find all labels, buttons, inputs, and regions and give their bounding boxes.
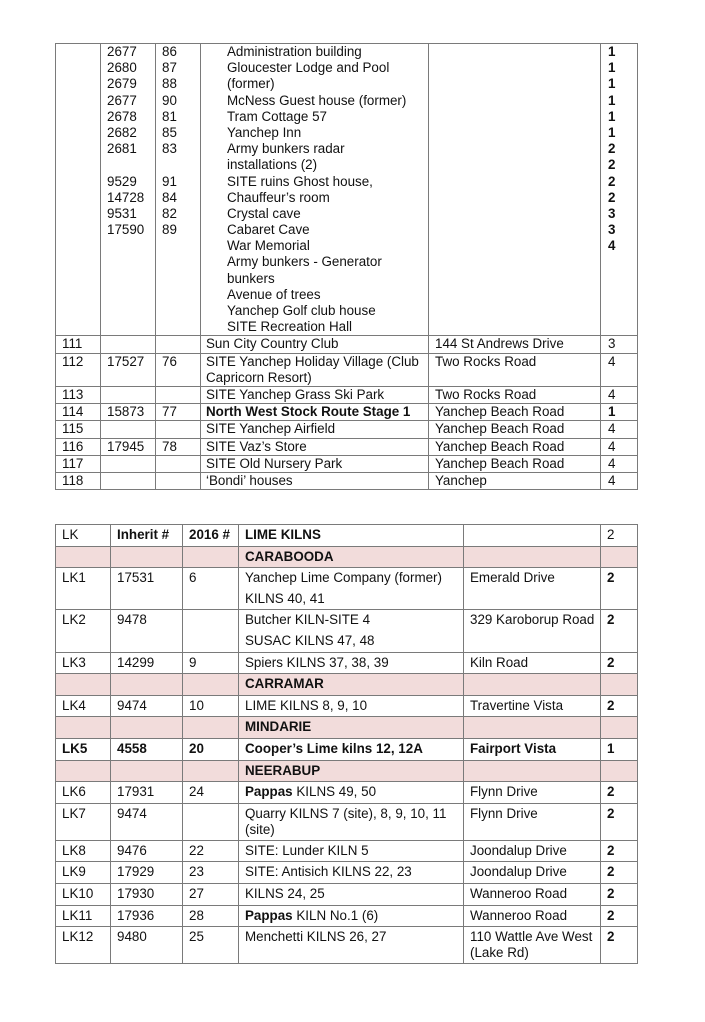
cell-no: 116 xyxy=(56,438,101,455)
empty-cell xyxy=(601,760,638,782)
cell-2016 xyxy=(183,610,239,652)
empty-cell xyxy=(56,546,111,568)
cell-code: LK10 xyxy=(56,883,111,905)
2016-value: 89 xyxy=(162,222,177,238)
empty-cell xyxy=(183,760,239,782)
cell-grade: 3 xyxy=(601,336,638,353)
cell-name xyxy=(239,883,464,905)
cell-grade: 4 xyxy=(601,455,638,472)
cell-no: 117 xyxy=(56,455,101,472)
inherit-value: 2681 xyxy=(107,141,137,157)
2016-value: 81 xyxy=(162,108,177,124)
cell-grade: 2 xyxy=(601,782,638,804)
name-text: KILNS 24, 25 xyxy=(245,885,325,901)
table-row xyxy=(56,862,638,884)
cell-2016: 10 xyxy=(183,695,239,717)
table-row xyxy=(56,455,638,472)
name-bold-prefix: Pappas xyxy=(245,907,293,923)
empty-cell xyxy=(464,674,601,696)
table-row xyxy=(56,840,638,862)
name-line: Tram Cottage 57 xyxy=(227,108,327,124)
inherit-value: 9529 xyxy=(107,173,137,189)
cell-no xyxy=(56,44,101,336)
cell-grade: 2 xyxy=(601,610,638,652)
cell-inherit: 17931 xyxy=(111,782,183,804)
cell-name: North West Stock Route Stage 1 xyxy=(201,404,429,421)
cell-name: SITE Old Nursery Park xyxy=(201,455,429,472)
table-row xyxy=(56,782,638,804)
inherit-value: 17590 xyxy=(107,222,145,238)
table-row xyxy=(56,568,638,610)
name-line: bunkers xyxy=(227,270,275,286)
name-text: Quarry KILNS 7 (site), 8, 9, 10, 11 (site) xyxy=(245,805,447,837)
cell-location: 329 Karoborup Road xyxy=(464,610,601,652)
cell-name xyxy=(239,840,464,862)
cell-inherit xyxy=(101,336,156,353)
cell-location: Two Rocks Road xyxy=(429,386,601,403)
cell-inherit: 9474 xyxy=(111,695,183,717)
locality-name: MINDARIE xyxy=(239,717,464,739)
cell-name xyxy=(239,652,464,674)
cell-grade: 2 xyxy=(601,652,638,674)
cell-location: Fairport Vista xyxy=(464,738,601,760)
cell-code: LK11 xyxy=(56,905,111,927)
group-row xyxy=(56,44,638,336)
inherit-value: 14728 xyxy=(107,189,145,205)
cell-location: Flynn Drive xyxy=(464,782,601,804)
grade-value: 1 xyxy=(608,60,616,76)
cell-code: LK3 xyxy=(56,652,111,674)
cell-location: Joondalup Drive xyxy=(464,840,601,862)
table-row xyxy=(56,652,638,674)
cell-2016-list xyxy=(156,44,201,336)
cell-2016 xyxy=(156,336,201,353)
inherit-value: 2679 xyxy=(107,76,137,92)
grade-value: 1 xyxy=(608,124,616,140)
inherit-value: 2677 xyxy=(107,92,137,108)
name-line: installations (2) xyxy=(227,157,318,173)
grade-value: 2 xyxy=(608,189,616,205)
cell-location: Yanchep Beach Road xyxy=(429,455,601,472)
grade-value: 1 xyxy=(608,108,616,124)
cell-2016: 23 xyxy=(183,862,239,884)
cell-code: LK4 xyxy=(56,695,111,717)
cell-inherit: 17930 xyxy=(111,883,183,905)
name-line: McNess Guest house (former) xyxy=(227,92,407,108)
2016-value: 87 xyxy=(162,60,177,76)
cell-location: Emerald Drive xyxy=(464,568,601,610)
table-row xyxy=(56,927,638,964)
cell-no: 118 xyxy=(56,473,101,490)
name-text: Spiers KILNS 37, 38, 39 xyxy=(245,654,389,670)
header-grade: 2 xyxy=(601,525,638,547)
table-row xyxy=(56,803,638,840)
cell-inherit xyxy=(101,386,156,403)
name-text: KILNS 49, 50 xyxy=(292,784,377,800)
empty-cell xyxy=(56,760,111,782)
2016-value: 85 xyxy=(162,124,177,140)
cell-grade: 4 xyxy=(601,353,638,386)
cell-name xyxy=(239,738,464,760)
2016-value: 88 xyxy=(162,76,177,92)
cell-location: Yanchep Beach Road xyxy=(429,421,601,438)
table-row xyxy=(56,386,638,403)
cell-inherit: 17936 xyxy=(111,905,183,927)
inherit-value: 2680 xyxy=(107,60,137,76)
grade-value: 3 xyxy=(608,222,616,238)
cell-inherit xyxy=(101,455,156,472)
name-line: Army bunkers radar xyxy=(227,141,345,157)
cell-inherit: 9474 xyxy=(111,803,183,840)
cell-inherit xyxy=(101,473,156,490)
cell-name: SITE Yanchep Holiday Village (Club Capricorn Resort) xyxy=(201,353,429,386)
locality-row xyxy=(56,760,638,782)
cell-name: ‘Bondi’ houses xyxy=(201,473,429,490)
table-row xyxy=(56,473,638,490)
grade-value: 2 xyxy=(608,173,616,189)
name-line: SITE Recreation Hall xyxy=(227,319,353,335)
cell-inherit: 9480 xyxy=(111,927,183,964)
empty-cell xyxy=(56,717,111,739)
locality-row xyxy=(56,674,638,696)
cell-grade: 2 xyxy=(601,905,638,927)
empty-cell xyxy=(111,674,183,696)
empty-cell xyxy=(464,717,601,739)
header-inherit: Inherit # xyxy=(111,525,183,547)
cell-grade: 2 xyxy=(601,568,638,610)
header-location xyxy=(464,525,601,547)
name-line: Cabaret Cave xyxy=(227,222,310,238)
cell-2016: 9 xyxy=(183,652,239,674)
table-row xyxy=(56,738,638,760)
cell-2016: 24 xyxy=(183,782,239,804)
table-row xyxy=(56,438,638,455)
grade-value: 4 xyxy=(608,238,616,254)
cell-name xyxy=(239,803,464,840)
cell-location: Yanchep Beach Road xyxy=(429,404,601,421)
name-line: Administration building xyxy=(227,44,362,59)
cell-inherit: 17527 xyxy=(101,353,156,386)
cell-name xyxy=(239,927,464,964)
cell-code: LK1 xyxy=(56,568,111,610)
cell-code: LK2 xyxy=(56,610,111,652)
name-text: KILN No.1 (6) xyxy=(292,907,379,923)
inherit-value: 2682 xyxy=(107,124,137,140)
header-2016: 2016 # xyxy=(183,525,239,547)
cell-grade: 1 xyxy=(601,738,638,760)
name-text: SITE: Lunder KILN 5 xyxy=(245,842,369,858)
cell-grade: 2 xyxy=(601,883,638,905)
name-bold-prefix: Pappas xyxy=(245,784,293,800)
table-row xyxy=(56,695,638,717)
empty-cell xyxy=(111,717,183,739)
cell-2016 xyxy=(156,473,201,490)
cell-no: 111 xyxy=(56,336,101,353)
cell-name: Sun City Country Club xyxy=(201,336,429,353)
inherit-value: 9531 xyxy=(107,205,137,221)
cell-grade: 4 xyxy=(601,438,638,455)
cell-2016: 25 xyxy=(183,927,239,964)
cell-inherit xyxy=(101,421,156,438)
cell-name: SITE Yanchep Grass Ski Park xyxy=(201,386,429,403)
heritage-table xyxy=(55,43,638,490)
cell-2016 xyxy=(156,386,201,403)
cell-inherit: 15873 xyxy=(101,404,156,421)
locality-name: CARRAMAR xyxy=(239,674,464,696)
inherit-value xyxy=(107,157,155,173)
name-text: Cooper’s Lime kilns 12, 12A xyxy=(245,740,423,756)
cell-code: LK8 xyxy=(56,840,111,862)
cell-location xyxy=(429,44,601,336)
empty-cell xyxy=(601,546,638,568)
empty-cell xyxy=(111,546,183,568)
cell-location: Yanchep Beach Road xyxy=(429,438,601,455)
cell-2016 xyxy=(156,421,201,438)
name-line: Avenue of trees xyxy=(227,286,321,302)
name-text-line2: KILNS 40, 41 xyxy=(245,590,325,606)
cell-name xyxy=(239,568,464,610)
cell-inherit: 17945 xyxy=(101,438,156,455)
table-row xyxy=(56,404,638,421)
cell-2016: 27 xyxy=(183,883,239,905)
cell-inherit: 17929 xyxy=(111,862,183,884)
name-line: War Memorial xyxy=(227,238,310,254)
2016-value: 82 xyxy=(162,205,177,221)
empty-cell xyxy=(183,717,239,739)
cell-2016: 20 xyxy=(183,738,239,760)
table-row xyxy=(56,421,638,438)
cell-code: LK6 xyxy=(56,782,111,804)
2016-value: 84 xyxy=(162,189,177,205)
table-row xyxy=(56,905,638,927)
locality-row xyxy=(56,717,638,739)
cell-location: Flynn Drive xyxy=(464,803,601,840)
cell-name xyxy=(239,862,464,884)
cell-2016: 6 xyxy=(183,568,239,610)
cell-location: Joondalup Drive xyxy=(464,862,601,884)
cell-code: LK12 xyxy=(56,927,111,964)
table-row xyxy=(56,353,638,386)
grade-value: 2 xyxy=(608,157,616,173)
table-row xyxy=(56,883,638,905)
name-line: Gloucester Lodge and Pool xyxy=(227,60,390,76)
empty-cell xyxy=(464,546,601,568)
cell-2016 xyxy=(183,803,239,840)
cell-grade: 2 xyxy=(601,862,638,884)
name-line: Army bunkers - Generator xyxy=(227,254,382,270)
2016-value: 83 xyxy=(162,141,177,157)
lime-kilns-table xyxy=(55,524,638,964)
header-title: LIME KILNS xyxy=(239,525,464,547)
cell-grade: 2 xyxy=(601,840,638,862)
cell-inherit: 4558 xyxy=(111,738,183,760)
cell-grade: 2 xyxy=(601,695,638,717)
grade-value: 3 xyxy=(608,205,616,221)
cell-no: 113 xyxy=(56,386,101,403)
name-line: Yanchep Inn xyxy=(227,124,302,140)
locality-name: NEERABUP xyxy=(239,760,464,782)
locality-name: CARABOODA xyxy=(239,546,464,568)
2016-value xyxy=(162,157,200,173)
cell-inherit: 14299 xyxy=(111,652,183,674)
cell-2016: 28 xyxy=(183,905,239,927)
cell-location: 110 Wattle Ave West (Lake Rd) xyxy=(464,927,601,964)
cell-2016 xyxy=(156,455,201,472)
cell-name xyxy=(239,610,464,652)
cell-grade: 2 xyxy=(601,927,638,964)
empty-cell xyxy=(601,717,638,739)
cell-name xyxy=(239,695,464,717)
cell-location: Travertine Vista xyxy=(464,695,601,717)
cell-2016: 22 xyxy=(183,840,239,862)
cell-code: LK9 xyxy=(56,862,111,884)
name-text: Yanchep Lime Company (former) xyxy=(245,570,442,586)
locality-row xyxy=(56,546,638,568)
cell-location: Kiln Road xyxy=(464,652,601,674)
cell-grade-list xyxy=(601,44,638,336)
cell-no: 115 xyxy=(56,421,101,438)
header-row xyxy=(56,525,638,547)
name-text: LIME KILNS 8, 9, 10 xyxy=(245,697,368,713)
cell-location: Wanneroo Road xyxy=(464,905,601,927)
header-code: LK xyxy=(56,525,111,547)
empty-cell xyxy=(56,674,111,696)
2016-value: 91 xyxy=(162,173,177,189)
cell-location: Two Rocks Road xyxy=(429,353,601,386)
name-line: Yanchep Golf club house xyxy=(227,303,376,318)
table-row xyxy=(56,336,638,353)
2016-value: 90 xyxy=(162,92,177,108)
cell-2016: 76 xyxy=(156,353,201,386)
cell-name-list xyxy=(201,44,429,336)
cell-2016: 77 xyxy=(156,404,201,421)
name-text: Butcher KILN-SITE 4 xyxy=(245,612,371,628)
cell-location: 144 St Andrews Drive xyxy=(429,336,601,353)
name-text: SITE: Antisich KILNS 22, 23 xyxy=(245,864,412,880)
grade-value: 2 xyxy=(608,141,616,157)
cell-name xyxy=(239,905,464,927)
name-line: (former) xyxy=(227,76,275,92)
cell-no: 114 xyxy=(56,404,101,421)
empty-cell xyxy=(601,674,638,696)
inherit-value: 2678 xyxy=(107,108,137,124)
empty-cell xyxy=(464,760,601,782)
empty-cell xyxy=(111,760,183,782)
cell-inherit: 9476 xyxy=(111,840,183,862)
cell-inherit-list xyxy=(101,44,156,336)
cell-grade: 4 xyxy=(601,386,638,403)
name-line: Chauffeur’s room xyxy=(227,189,330,205)
grade-value: 1 xyxy=(608,92,616,108)
empty-cell xyxy=(183,546,239,568)
cell-location: Yanchep xyxy=(429,473,601,490)
cell-inherit: 17531 xyxy=(111,568,183,610)
cell-name xyxy=(239,782,464,804)
cell-inherit: 9478 xyxy=(111,610,183,652)
table-row xyxy=(56,610,638,652)
grade-value: 1 xyxy=(608,76,616,92)
cell-code: LK5 xyxy=(56,738,111,760)
cell-grade: 2 xyxy=(601,803,638,840)
grade-value: 1 xyxy=(608,44,616,59)
cell-code: LK7 xyxy=(56,803,111,840)
name-text-line2: SUSAC KILNS 47, 48 xyxy=(245,632,375,648)
cell-no: 112 xyxy=(56,353,101,386)
name-line: Crystal cave xyxy=(227,205,301,221)
cell-location: Wanneroo Road xyxy=(464,883,601,905)
name-text: Menchetti KILNS 26, 27 xyxy=(245,929,387,945)
cell-name: SITE Vaz’s Store xyxy=(201,438,429,455)
cell-2016: 78 xyxy=(156,438,201,455)
inherit-value: 2677 xyxy=(107,44,137,59)
name-line: SITE ruins Ghost house, xyxy=(227,173,373,189)
cell-grade: 4 xyxy=(601,421,638,438)
2016-value: 86 xyxy=(162,44,177,59)
empty-cell xyxy=(183,674,239,696)
cell-name: SITE Yanchep Airfield xyxy=(201,421,429,438)
cell-grade: 4 xyxy=(601,473,638,490)
cell-grade: 1 xyxy=(601,404,638,421)
